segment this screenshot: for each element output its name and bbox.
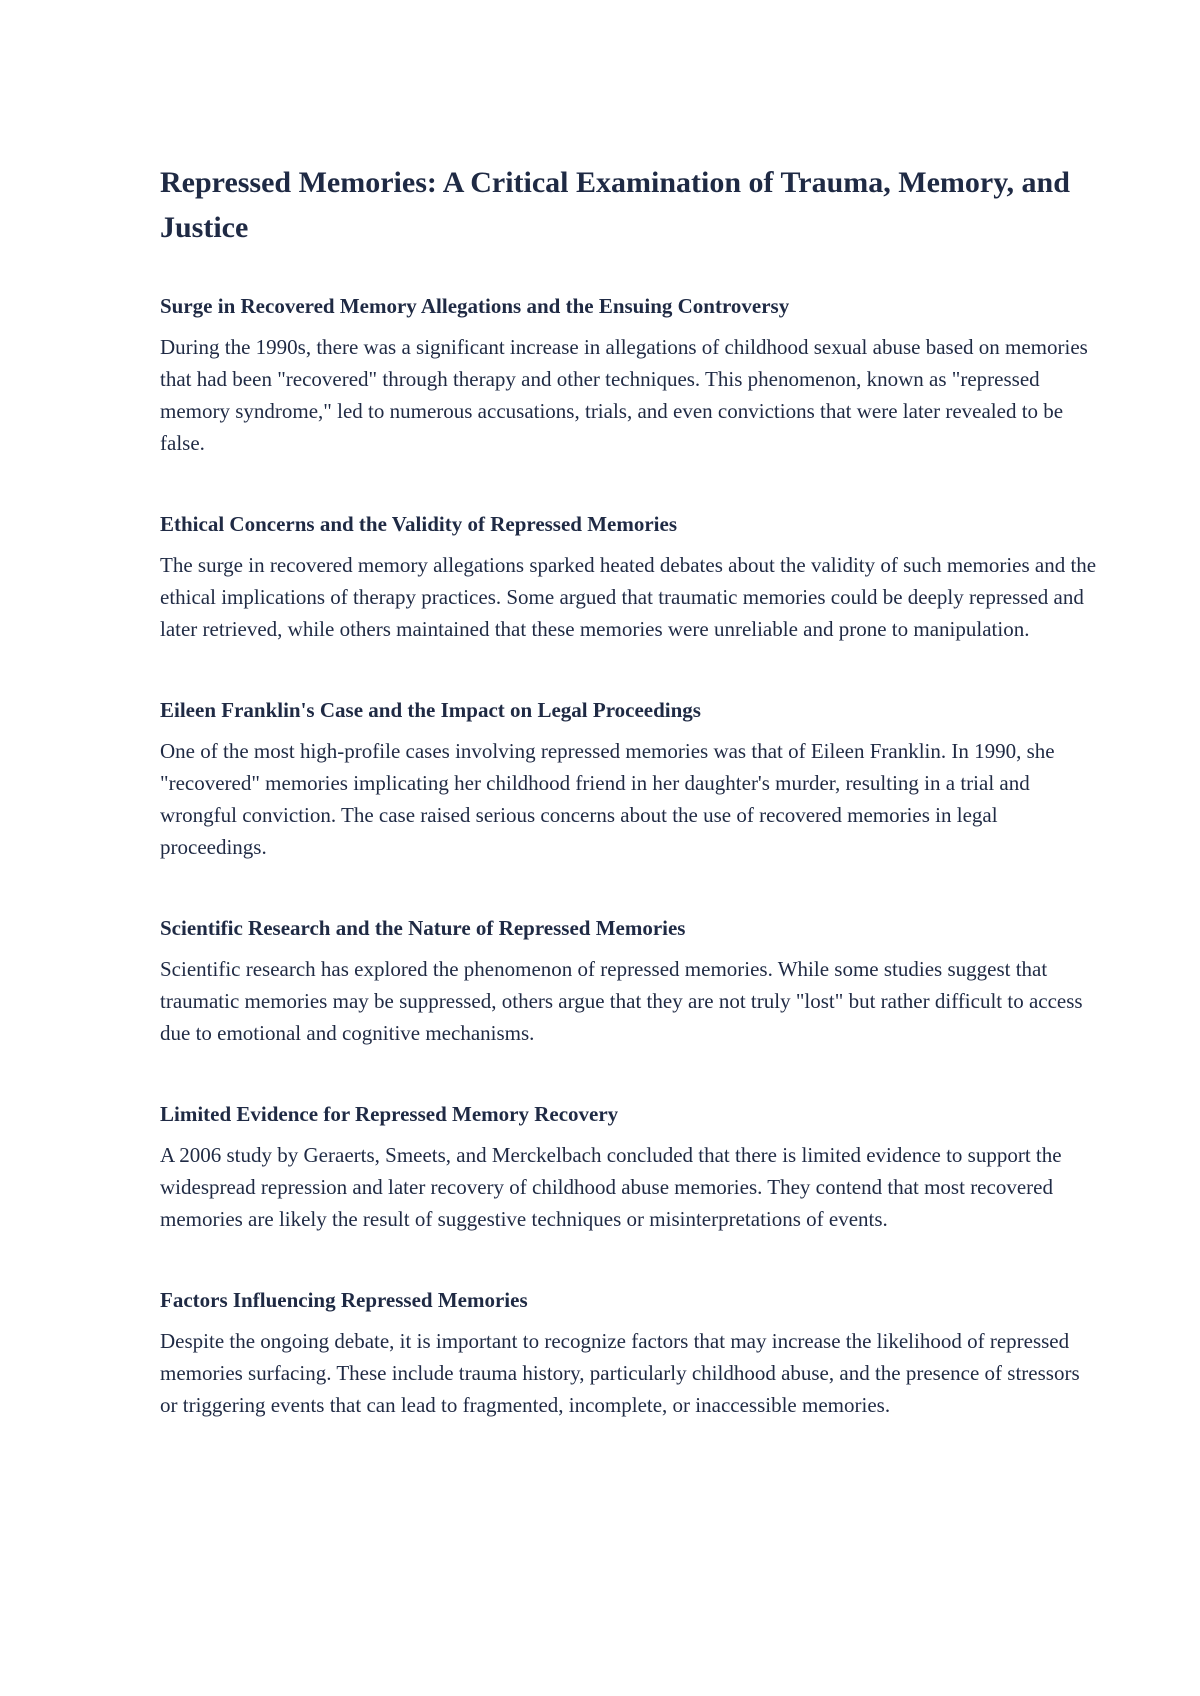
section-surge — [160, 291, 1100, 459]
section-ethical-concerns — [160, 509, 1100, 645]
section-paragraph: Scientific research has explored the phenomenon of repressed memories. While some studies suggest that traumatic memories may be suppressed, others argue that they are not truly "lost" but rather difficult to access due to emotional and cognitive mechanisms. — [160, 957, 1083, 1045]
section-paragraph: One of the most high-profile cases involving repressed memories was that of Eileen Franklin. In 1990, she "recovered" memories implicating her childhood friend in her daughter's murder, resulting in a trial and wrongful conviction. The case raised serious concerns about the use of recovered memories in legal proceedings. — [160, 739, 1055, 859]
section-scientific-research — [160, 913, 1100, 1049]
document-title: Repressed Memories: A Critical Examination of Trauma, Memory, and Justice — [160, 166, 1070, 244]
section-heading: Eileen Franklin's Case and the Impact on Legal Proceedings — [160, 698, 701, 722]
section-heading: Scientific Research and the Nature of Repressed Memories — [160, 916, 686, 940]
document-page — [160, 160, 1100, 1421]
section-paragraph: During the 1990s, there was a significant increase in allegations of childhood sexual abuse based on memories that had been "recovered" through therapy and other techniques. This phenomenon, known as "repressed memory syndrome," led to numerous accusations, trials, and even convictions that were later revealed to be false. — [160, 335, 1088, 455]
section-heading: Surge in Recovered Memory Allegations and the Ensuing Controversy — [160, 294, 790, 318]
section-heading: Limited Evidence for Repressed Memory Recovery — [160, 1102, 619, 1126]
section-paragraph: A 2006 study by Geraerts, Smeets, and Merckelbach concluded that there is limited evidence to support the widespread repression and later recovery of childhood abuse memories. They contend that most recovered memories are likely the result of suggestive techniques or misinterpretations of events. — [160, 1143, 1062, 1231]
section-limited-evidence — [160, 1099, 1100, 1235]
section-paragraph: The surge in recovered memory allegations sparked heated debates about the validity of such memories and the ethical implications of therapy practices. Some argued that traumatic memories could be deeply repressed and later retrieved, while others maintained that these memories were unreliable and prone to manipulation. — [160, 553, 1097, 641]
section-paragraph: Despite the ongoing debate, it is important to recognize factors that may increase the likelihood of repressed memories surfacing. These include trauma history, particularly childhood abuse, and the presence of stressors or triggering events that can lead to fragmented, incomplete, or inaccessible memories. — [160, 1329, 1080, 1417]
section-franklin-case — [160, 695, 1100, 863]
section-influencing-factors — [160, 1285, 1100, 1421]
section-heading: Factors Influencing Repressed Memories — [160, 1288, 528, 1312]
section-heading: Ethical Concerns and the Validity of Repressed Memories — [160, 512, 678, 536]
